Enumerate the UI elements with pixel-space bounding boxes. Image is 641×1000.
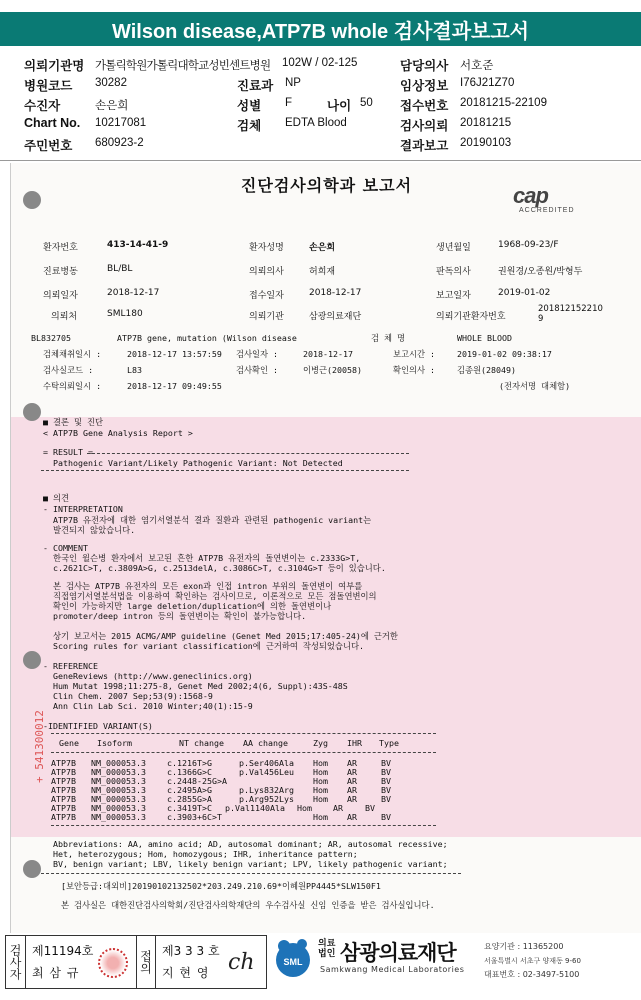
cap-accredited-text: ACCREDITED bbox=[519, 207, 575, 214]
variants-table bbox=[51, 738, 436, 826]
cell: BV bbox=[381, 812, 391, 822]
reference-line: GeneReviews (http://www.geneclinics.org) bbox=[53, 671, 253, 681]
value-doctor: 서호준 bbox=[460, 60, 494, 72]
cell: c.1216T>G bbox=[167, 758, 212, 768]
org-info-line: 서울특별시 서초구 양재동 9-60 bbox=[484, 957, 581, 965]
col-ihr: IHR bbox=[347, 738, 362, 748]
label-age: 나이 bbox=[327, 99, 352, 113]
cell: AR bbox=[347, 776, 357, 786]
esign-note: (전자서명 대체함) bbox=[499, 381, 571, 391]
comment-line: 한국인 윌슨병 환자에서 보고된 흔한 ATP7B 유전자의 돌연변이는 c.2333G>T, bbox=[53, 553, 361, 563]
label-inst: 의뢰기관 bbox=[249, 312, 284, 322]
divider bbox=[41, 873, 461, 874]
value-patient-name: 손은희 bbox=[309, 243, 336, 253]
cell: NM_000053.3 bbox=[91, 803, 146, 813]
label-testdate: 검사일자 : bbox=[236, 349, 279, 359]
value-sex: F bbox=[285, 97, 293, 109]
label-inst-no: 의뢰기관환자번호 bbox=[436, 312, 506, 322]
cell: AR bbox=[347, 812, 357, 822]
value-hospital-code: 30282 bbox=[95, 77, 127, 89]
table-row bbox=[51, 758, 436, 767]
signer-seal-icon bbox=[98, 948, 128, 978]
cell: c.2495A>G bbox=[167, 785, 212, 795]
value-inst: 삼광의료재단 bbox=[309, 312, 362, 322]
signer-license-2: 제3 3 3 호 bbox=[162, 944, 220, 958]
col-type: Type bbox=[379, 738, 399, 748]
divider bbox=[41, 470, 409, 471]
reference-line: Ann Clin Lab Sci. 2010 Winter;40(1):15-9 bbox=[53, 701, 253, 711]
sml-logo-icon bbox=[272, 938, 314, 980]
punch-hole-icon bbox=[23, 860, 41, 878]
value-checker: 김종원(28049) bbox=[457, 365, 517, 375]
org-type: 의료법인 bbox=[318, 939, 336, 959]
cell: c.1366G>C bbox=[167, 767, 212, 777]
label-hospital-code: 병원코드 bbox=[24, 79, 73, 93]
value-ward: 102W / 02-125 bbox=[282, 57, 358, 69]
org-name: 삼광의료재단 bbox=[340, 941, 456, 965]
table-row bbox=[51, 794, 436, 803]
cell: p.Ser406Ala bbox=[239, 758, 294, 768]
label-doctor: 담당의사 bbox=[400, 59, 449, 73]
value-room: L83 bbox=[127, 365, 142, 375]
security-line: [보안등급:대외비]20190102132502*203.249.210.69*이혜원PP4445*SLW150F1 bbox=[61, 881, 381, 891]
value-receipt-no: 20181215-22109 bbox=[460, 97, 547, 109]
cell: AR bbox=[347, 794, 357, 804]
section-opinion: ■ 의견 bbox=[43, 493, 70, 503]
label-patient-name: 환자성명 bbox=[249, 243, 284, 253]
value-specimen-name: WHOLE BLOOD bbox=[457, 333, 512, 343]
value-request-date: 20181215 bbox=[460, 117, 512, 129]
cell: ATP7B bbox=[51, 794, 76, 804]
variants-heading: -IDENTIFIED VARIANT(S) bbox=[43, 721, 153, 731]
cell: ATP7B bbox=[51, 767, 76, 777]
punch-hole-icon bbox=[23, 403, 41, 421]
comment-line: 직접염기서열분석법을 이용하여 확인하는 검사이므로, 이론적으로 모든 점돌연변이의 bbox=[53, 591, 377, 601]
cell: NM_000053.3 bbox=[91, 758, 146, 768]
test-name: ATP7B gene, mutation (Wilson disease bbox=[117, 333, 297, 343]
cell: Hom bbox=[313, 767, 328, 777]
comment-line: 확인이 가능하지만 large deletion/duplication에 의한 돌연변이나 bbox=[53, 601, 332, 611]
label-institution: 의뢰기관명 bbox=[24, 59, 85, 73]
report-heading: 진단검사의학과 보고서 bbox=[240, 176, 413, 195]
cell: Hom bbox=[297, 803, 312, 813]
value-rep-date: 2019-01-02 bbox=[498, 288, 551, 298]
label-ward: 진료병동 bbox=[43, 267, 78, 277]
cell: NM_000053.3 bbox=[91, 812, 146, 822]
cell: c.2448-25G>A bbox=[167, 776, 227, 786]
label-confirm: 검사확인 : bbox=[236, 365, 279, 375]
abbreviation-line: Abbreviations: AA, amino acid; AD, autosomal dominant; AR, autosomal recessive; bbox=[53, 839, 448, 849]
value-reader: 권원경/오종원/박형두 bbox=[498, 267, 583, 277]
value-department: NP bbox=[285, 77, 301, 89]
cap-accredited-logo bbox=[513, 183, 575, 214]
cell: Hom bbox=[313, 794, 328, 804]
label-req-doctor: 의뢰의사 bbox=[249, 267, 284, 277]
interpretation-line: ATP7B 유전자에 대한 염기서열분석 결과 질환과 관련된 pathogenic variant는 bbox=[53, 515, 372, 525]
label-checker: 확인의사 : bbox=[393, 365, 436, 375]
signature-footer bbox=[0, 935, 641, 995]
cell: ATP7B bbox=[51, 758, 76, 768]
value-req-doctor: 허희재 bbox=[309, 267, 336, 277]
label-specimen-name: 검 체 명 bbox=[371, 333, 406, 343]
interpretation-heading: - INTERPRETATION bbox=[43, 504, 123, 514]
label-reader: 판독의사 bbox=[436, 267, 471, 277]
comment-line: c.2621C>T, c.3809A>G, c.2513delA, c.3086C>T, c.3104G>T 등이 있습니다. bbox=[53, 563, 386, 573]
cell: ATP7B bbox=[51, 776, 76, 786]
signer-license-1: 제11194호 bbox=[32, 944, 94, 958]
label-req-date: 의뢰일자 bbox=[43, 291, 78, 301]
label-room: 검사실코드 : bbox=[43, 365, 94, 375]
org-info-line: 대표번호 : 02-3497-5100 bbox=[484, 970, 580, 979]
label-sex: 성별 bbox=[237, 99, 262, 113]
cell: AR bbox=[347, 767, 357, 777]
divider bbox=[51, 733, 436, 734]
divider bbox=[87, 453, 409, 454]
label-specimen: 검체 bbox=[237, 119, 262, 133]
value-reptime: 2019-01-02 09:38:17 bbox=[457, 349, 552, 359]
section-conclusion-sub: < ATP7B Gene Analysis Report > bbox=[43, 428, 193, 438]
cell: BV bbox=[381, 794, 391, 804]
value-ward-code: BL/BL bbox=[107, 264, 133, 274]
cell: NM_000053.3 bbox=[91, 767, 146, 777]
header-divider bbox=[0, 160, 641, 161]
signer-role-1: 검사자 bbox=[6, 936, 26, 988]
punch-hole-icon bbox=[23, 651, 41, 669]
value-age: 50 bbox=[360, 97, 373, 109]
signer-role-2: 접의 bbox=[136, 936, 156, 988]
cell: c.3419T>C bbox=[167, 803, 212, 813]
side-serial-number: + 541300012 bbox=[33, 710, 46, 783]
result-heading: = RESULT = bbox=[43, 447, 93, 457]
cell: c.2855G>A bbox=[167, 794, 212, 804]
col-isoform: Isoform bbox=[97, 738, 132, 748]
value-recv-date: 2018-12-17 bbox=[309, 288, 362, 298]
comment-line: promoter/deep intron 등의 돌연변이는 확인이 불가능합니다. bbox=[53, 611, 307, 621]
label-receipt-no: 접수번호 bbox=[400, 99, 449, 113]
org-name-en: Samkwang Medical Laboratories bbox=[320, 965, 465, 974]
value-confirm: 이병근(20058) bbox=[303, 365, 363, 375]
cell: Hom bbox=[313, 776, 328, 786]
cell: ATP7B bbox=[51, 812, 76, 822]
abbreviation-line: Het, heterozygous; Hom, homozygous; IHR, inheritance pattern; bbox=[53, 849, 358, 859]
value-report-date: 20190103 bbox=[460, 137, 512, 149]
value-client: SML180 bbox=[107, 309, 143, 319]
cell: p.Val456Leu bbox=[239, 767, 294, 777]
cell: BV bbox=[381, 758, 391, 768]
value-dob: 1968-09-23/F bbox=[498, 240, 559, 250]
table-row bbox=[51, 776, 436, 785]
report-title-bar bbox=[0, 12, 641, 46]
value-clinical-info: I76J21Z70 bbox=[460, 77, 515, 89]
value-patient: 손은희 bbox=[95, 100, 129, 112]
cell: ATP7B bbox=[51, 803, 76, 813]
cell: Hom bbox=[313, 785, 328, 795]
cell: NM_000053.3 bbox=[91, 785, 146, 795]
signer-name-2: 지 현 영 bbox=[162, 966, 210, 980]
label-patient-id: 환자번호 bbox=[43, 243, 78, 253]
col-zyg: Zyg bbox=[313, 738, 328, 748]
cell: p.Lys832Arg bbox=[239, 785, 294, 795]
abbreviation-line: BV, benign variant; LBV, likely benign variant; LPV, likely pathogenic variant; bbox=[53, 859, 448, 869]
test-code: BL832705 bbox=[31, 333, 71, 343]
interpretation-line: 발견되지 않았습니다. bbox=[53, 525, 136, 535]
cell: BV bbox=[381, 785, 391, 795]
cell: NM_000053.3 bbox=[91, 794, 146, 804]
label-report-date: 결과보고 bbox=[400, 139, 449, 153]
value-recvtime: 2018-12-17 09:49:55 bbox=[127, 381, 222, 391]
label-dob: 생년월일 bbox=[436, 243, 471, 253]
comment-heading: - COMMENT bbox=[43, 543, 88, 553]
handwritten-signature: ch bbox=[228, 950, 255, 975]
value-resident-no: 680923-2 bbox=[95, 137, 144, 149]
reference-heading: - REFERENCE bbox=[43, 661, 98, 671]
value-collect: 2018-12-17 13:57:59 bbox=[127, 349, 222, 359]
label-department: 진료과 bbox=[237, 79, 274, 93]
divider bbox=[51, 752, 436, 753]
cell: p.Val1140Ala bbox=[225, 803, 285, 813]
value-testdate: 2018-12-17 bbox=[303, 349, 353, 359]
reference-line: Clin Chem. 2007 Sep;53(9):1568-9 bbox=[53, 691, 213, 701]
label-client: 의뢰처 bbox=[51, 312, 78, 322]
value-specimen: EDTA Blood bbox=[285, 117, 347, 129]
value-institution: 가톨릭학원가톨릭대학교성빈센트병원 bbox=[95, 60, 271, 72]
cell: AR bbox=[347, 785, 357, 795]
table-row bbox=[51, 803, 436, 812]
label-resident-no: 주민번호 bbox=[24, 139, 73, 153]
label-reptime: 보고시간 : bbox=[393, 349, 436, 359]
value-patient-id: 413-14-41-9 bbox=[107, 240, 169, 250]
logo-text: SML bbox=[283, 957, 303, 967]
label-chart-no: Chart No. bbox=[24, 116, 81, 130]
signer-name-1: 최 삼 규 bbox=[32, 966, 80, 980]
cell: Hom bbox=[313, 812, 328, 822]
cell: AR bbox=[333, 803, 343, 813]
label-patient: 수진자 bbox=[24, 99, 61, 113]
label-recv-date: 접수일자 bbox=[249, 291, 284, 301]
label-rep-date: 보고일자 bbox=[436, 291, 471, 301]
cell: NM_000053.3 bbox=[91, 776, 146, 786]
label-clinical-info: 임상정보 bbox=[400, 79, 449, 93]
cell: c.3903+6C>T bbox=[167, 812, 222, 822]
comment-line: 본 검사는 ATP7B 유전자의 모든 exon과 인접 intron 부위의 돌연변이 여부를 bbox=[53, 581, 363, 591]
comment-line: Scoring rules for variant classification에 근거하여 작성되었습니다. bbox=[53, 641, 364, 651]
table-row bbox=[51, 812, 436, 821]
cell: AR bbox=[347, 758, 357, 768]
cell: BV bbox=[381, 767, 391, 777]
cap-logo-text: cap bbox=[513, 183, 548, 208]
cell: BV bbox=[365, 803, 375, 813]
table-row bbox=[51, 785, 436, 794]
col-gene: Gene bbox=[59, 738, 79, 748]
cell: Hom bbox=[313, 758, 328, 768]
accreditation-note: 본 검사실은 대한진단검사의학회/진단검사의학재단의 우수검사실 신임 인증을 받은 검사실입니다. bbox=[61, 900, 435, 910]
org-info-line: 요양기관 : 11365200 bbox=[484, 942, 564, 951]
reference-line: Hum Mutat 1998;11:275-8, Genet Med 2002;4(6, Suppl):43S-48S bbox=[53, 681, 348, 691]
label-collect: 검체채취일시 : bbox=[43, 349, 102, 359]
result-text: Pathogenic Variant/Likely Pathogenic Variant: Not Detected bbox=[53, 458, 343, 468]
request-header bbox=[0, 52, 641, 160]
label-request-date: 검사의뢰 bbox=[400, 119, 449, 133]
section-conclusion: ■ 결론 및 진단 bbox=[43, 417, 104, 427]
table-header bbox=[51, 738, 436, 752]
page-title: Wilson disease,ATP7B whole 검사결과보고서 bbox=[112, 20, 529, 43]
value-req-date: 2018-12-17 bbox=[107, 288, 160, 298]
signature-box bbox=[5, 935, 267, 989]
cell: BV bbox=[381, 776, 391, 786]
comment-line: 상기 보고서는 2015 ACMG/AMP guideline (Genet Med 2015;17:405-24)에 근거한 bbox=[53, 631, 398, 641]
col-nt: NT change bbox=[179, 738, 224, 748]
divider bbox=[51, 825, 436, 826]
cell: p.Arg952Lys bbox=[239, 794, 294, 804]
value-inst-no: 2018121522109 bbox=[538, 304, 603, 324]
value-chart-no: 10217081 bbox=[95, 117, 147, 129]
label-recvtime: 수탁의뢰일시 : bbox=[43, 381, 102, 391]
table-row bbox=[51, 767, 436, 776]
cell: ATP7B bbox=[51, 785, 76, 795]
scanned-report bbox=[10, 163, 641, 933]
col-aa: AA change bbox=[243, 738, 288, 748]
